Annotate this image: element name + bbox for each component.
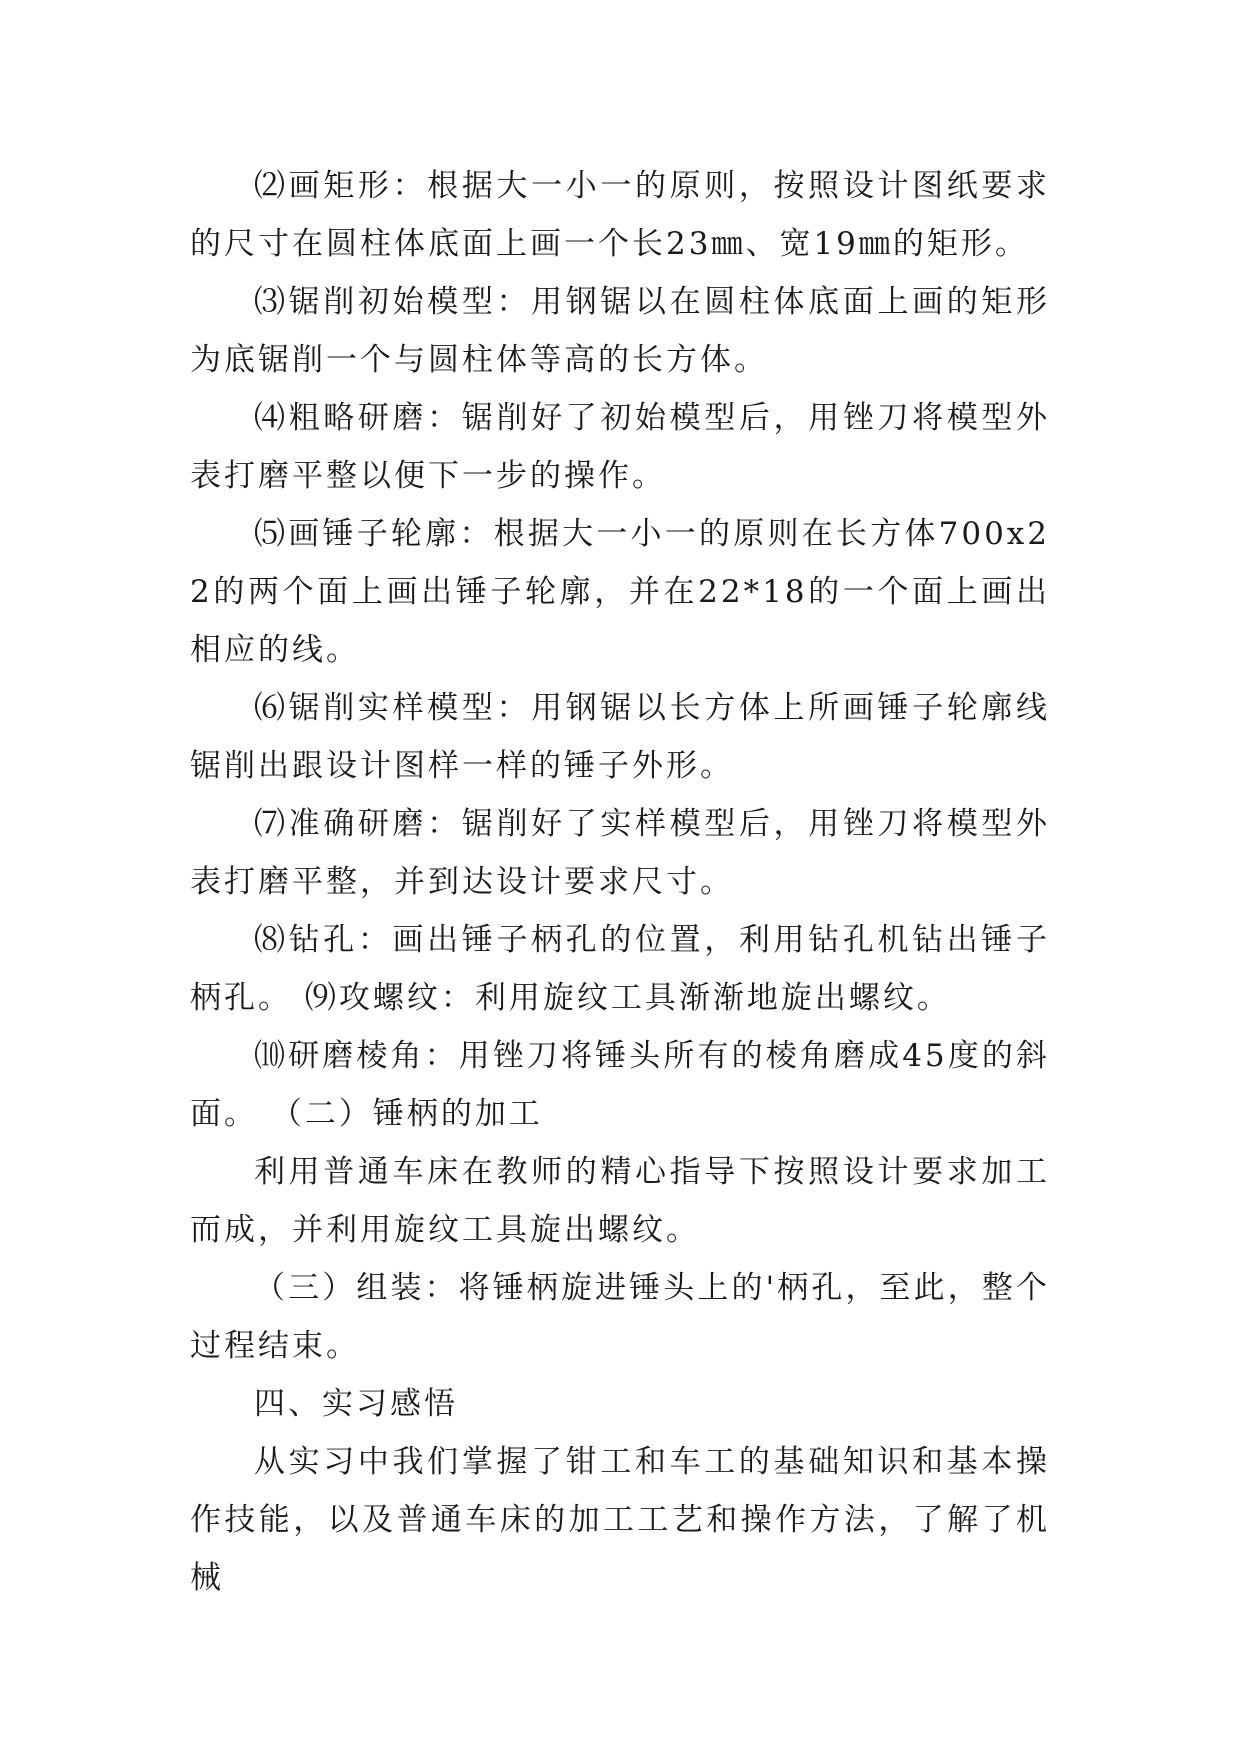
paragraph-draw-hammer-outline: ⑸画锤子轮廓：根据大一小一的原则在长方体700x22的两个面上画出锤子轮廓，并在22*18的一个面上画出相应的线。 <box>190 516 1050 668</box>
paragraph-assembly: （三）组装：将锤柄旋进锤头上的'柄孔，至此，整个过程结束。 <box>190 1270 1050 1364</box>
paragraph-precise-grinding: ⑺准确研磨：锯削好了实样模型后，用锉刀将模型外表打磨平整，并到达设计要求尺寸。 <box>190 806 1050 900</box>
paragraph-grind-edges: ⑽研磨棱角：用锉刀将锤头所有的棱角磨成45度的斜面。 （二）锤柄的加工 <box>190 1038 1050 1132</box>
paragraph-drilling-tapping: ⑻钻孔：画出锤子柄孔的位置，利用钻孔机钻出锤子柄孔。 ⑼攻螺纹：利用旋纹工具渐渐地旋出螺纹。 <box>190 922 1050 1016</box>
paragraph-rough-grinding: ⑷粗略研磨：锯削好了初始模型后，用锉刀将模型外表打磨平整以便下一步的操作。 <box>190 400 1050 494</box>
paragraph-handle-machining: 利用普通车床在教师的精心指导下按照设计要求加工而成，并利用旋纹工具旋出螺纹。 <box>190 1154 1050 1248</box>
paragraph-saw-sample-model: ⑹锯削实样模型：用钢锯以长方体上所画锤子轮廓线锯削出跟设计图样一样的锤子外形。 <box>190 690 1050 784</box>
paragraph-reflection: 从实习中我们掌握了钳工和车工的基础知识和基本操作技能，以及普通车床的加工工艺和操作方法，了解了机械 <box>190 1444 1050 1596</box>
section-heading-reflection: 四、实习感悟 <box>254 1386 458 1422</box>
paragraph-draw-rectangle: ⑵画矩形：根据大一小一的原则，按照设计图纸要求的尺寸在圆柱体底面上画一个长23㎜、宽19㎜的矩形。 <box>190 168 1050 262</box>
paragraph-saw-initial-model: ⑶锯削初始模型：用钢锯以在圆柱体底面上画的矩形为底锯削一个与圆柱体等高的长方体。 <box>190 284 1050 378</box>
document-body <box>190 157 1050 1607</box>
